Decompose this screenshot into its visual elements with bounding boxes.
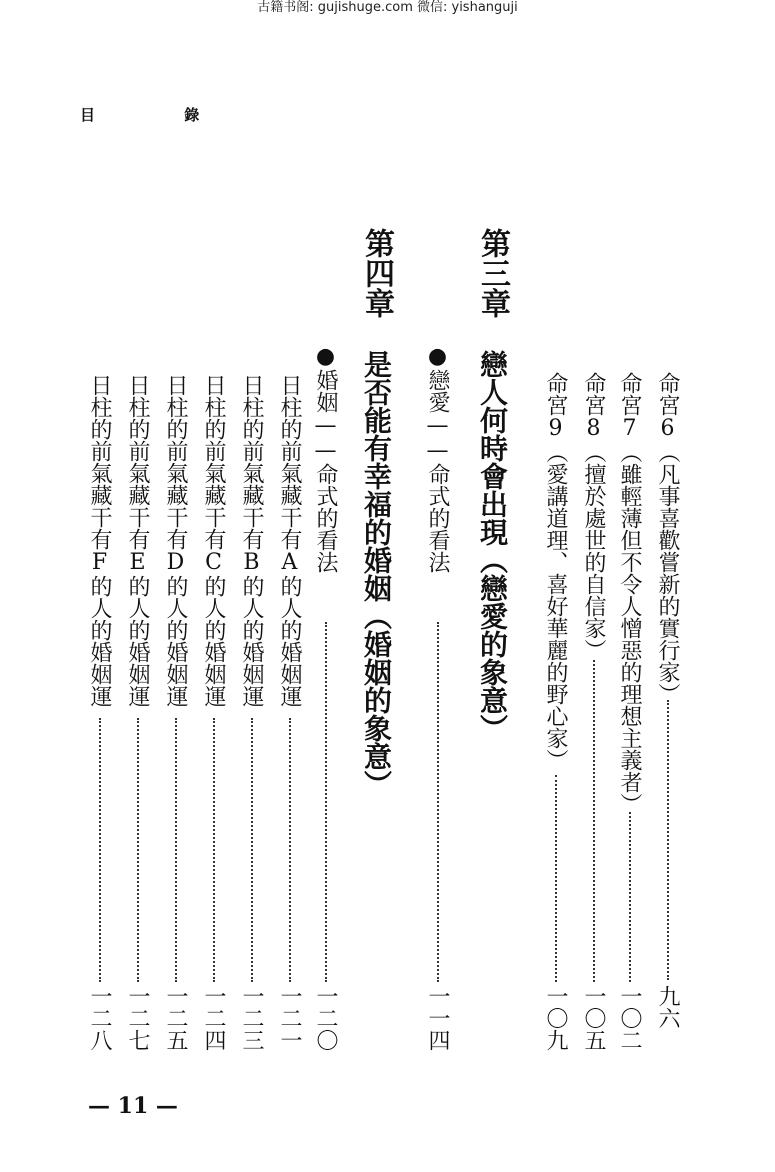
leader-dots [555, 775, 557, 982]
toc-entry-text[interactable]: 命宮8（擅於處世的自信家） [581, 372, 606, 661]
toc-entry-page: 一〇九 [543, 985, 568, 1051]
toc-entry-page: 一二八 [87, 985, 112, 1051]
toc-entry-text[interactable]: 日柱的前氣藏干有E的人的婚姻運 [125, 374, 150, 707]
toc-entry-page: 一二四 [201, 985, 226, 1051]
leader-dots [629, 812, 631, 982]
toc-entry-page: 一〇二 [617, 985, 642, 1051]
toc-entry-text[interactable]: 日柱的前氣藏干有D的人的婚姻運 [163, 374, 188, 707]
toc-entry-page: 一〇五 [581, 985, 606, 1051]
leader-dots [325, 622, 327, 982]
toc-entry-page: 九六 [655, 985, 680, 1029]
toc-entry-page: 一二一 [277, 985, 302, 1051]
chapter-3-sub-entry[interactable]: ●戀愛——命式的看法 [425, 344, 450, 573]
leader-dots [251, 718, 253, 982]
toc-entry-text[interactable]: 日柱的前氣藏干有A的人的婚姻運 [277, 374, 302, 707]
chapter-4-heading: 第四章 [359, 228, 394, 318]
leader-dots [213, 718, 215, 982]
leader-dots [175, 718, 177, 982]
leader-dots [437, 622, 439, 982]
watermark-header: 古籍书阁: gujishuge.com 微信: yishanguji [257, 0, 518, 15]
toc-entry-page: 一二五 [163, 985, 188, 1051]
leader-dots [99, 718, 101, 982]
section-mark: 目 錄 [80, 106, 242, 124]
chapter-4-sub-entry[interactable]: ●婚姻——命式的看法 [313, 344, 338, 573]
toc-entry-text[interactable]: 命宮9（愛講道理、喜好華麗的野心家） [543, 372, 568, 771]
leader-dots [593, 660, 595, 982]
chapter-3-heading: 第三章 [475, 228, 510, 318]
toc-entry-text[interactable]: 命宮7（雖輕薄但不令人憎惡的理想主義者） [617, 372, 642, 815]
chapter-3-sub-page: 一一四 [425, 985, 450, 1051]
leader-dots [137, 718, 139, 982]
chapter-4-sub-page: 一二〇 [313, 985, 338, 1051]
chapter-4-title[interactable]: 是否能有幸福的婚姻（婚姻的象意） [360, 350, 393, 798]
toc-entry-page: 一二七 [125, 985, 150, 1051]
toc-entry-text[interactable]: 日柱的前氣藏干有F的人的婚姻運 [87, 374, 112, 707]
chapter-3-title[interactable]: 戀人何時會出現（戀愛的象意） [476, 350, 509, 742]
toc-entry-page: 一二三 [239, 985, 264, 1051]
page-folio: — 11 — [88, 1093, 178, 1119]
leader-dots [289, 718, 291, 982]
toc-entry-text[interactable]: 日柱的前氣藏干有C的人的婚姻運 [201, 374, 226, 707]
toc-entry-text[interactable]: 日柱的前氣藏干有B的人的婚姻運 [239, 374, 264, 707]
toc-entry-text[interactable]: 命宮6（凡事喜歡嘗新的實行家） [655, 372, 680, 705]
leader-dots [667, 700, 669, 980]
